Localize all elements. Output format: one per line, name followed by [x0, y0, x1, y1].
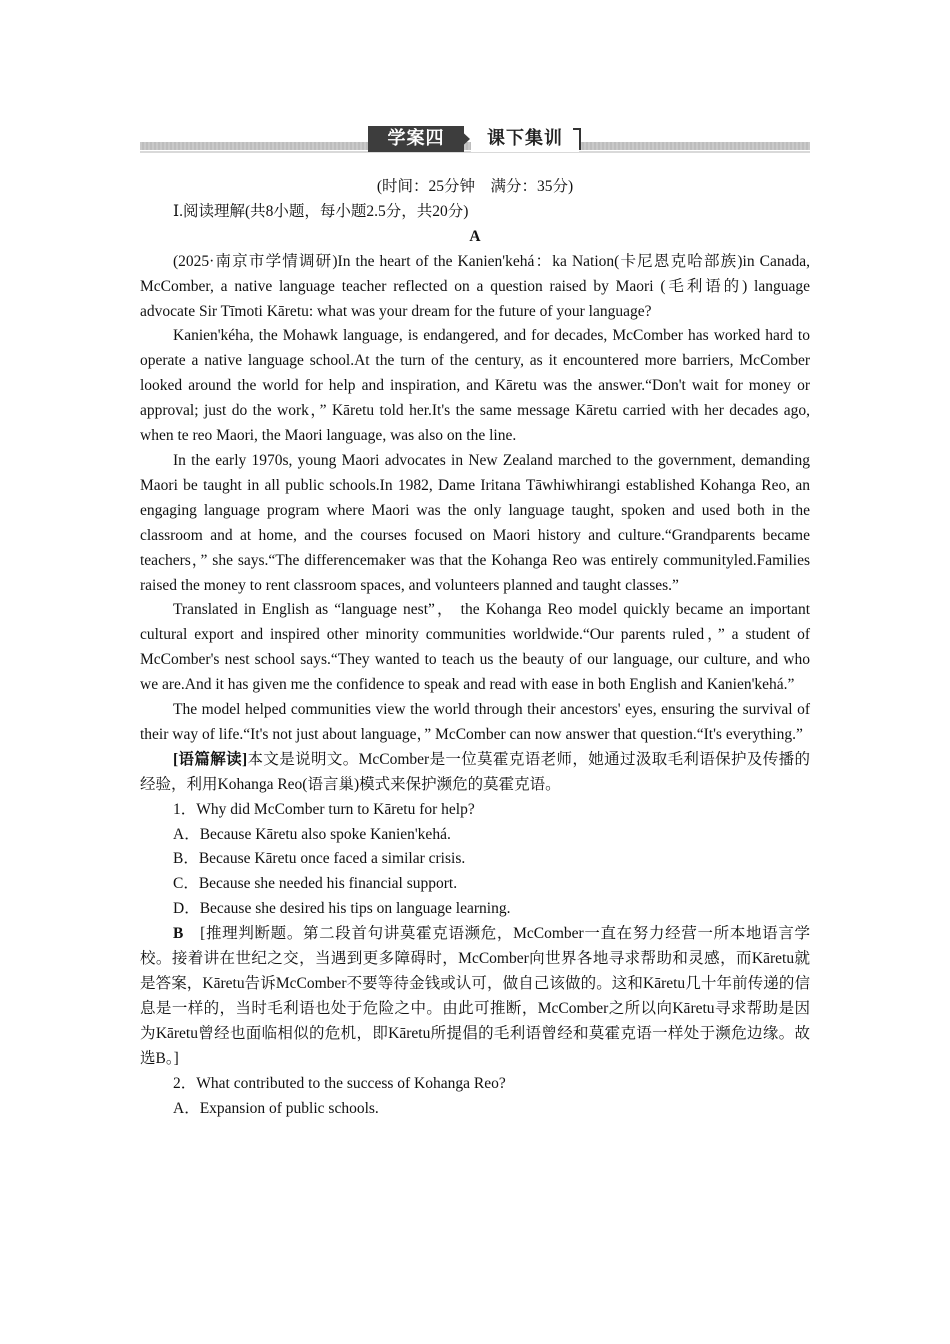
passage-label: A — [469, 227, 481, 245]
section-heading: Ⅰ.阅读理解(共8小题，每小题2.5分，共20分) — [173, 202, 469, 220]
question-option: B．Because Kāretu once faced a similar crisis. — [173, 850, 466, 868]
document-body — [140, 175, 810, 1121]
analysis-label: [语篇解读] — [173, 750, 248, 768]
question-option: D．Because she desired his tips on language learning. — [173, 900, 511, 918]
banner-tab-light: 课下集训 — [471, 126, 579, 152]
question-stem: 2．What contributed to the success of Kohanga Reo? — [173, 1074, 506, 1092]
passage-paragraph: (2025·南京市学情调研)In the heart of the Kanien'kehá：ka Nation(卡尼恩克哈部族)in Canada, McComber, a native language teacher reflected on a question raised by Maori (毛利语的) language advocate Sir Tīmoti Kāretu: what was your dream for the future of your language? — [140, 252, 810, 320]
banner-arrow-icon — [456, 126, 470, 152]
analysis-text: 本文是说明文。McComber是一位莫霍克语老师，她通过汲取毛利语保护及传播的经验，利用Kohanga Reo(语言巢)模式来保护濒危的莫霍克语。 — [140, 750, 811, 793]
passage-paragraph: In the early 1970s, young Maori advocates in New Zealand marched to the government, demanding Maori be taught in all public schools.In 1982, Dame Iritana Tāwhiwhirangi established Kohanga Reo, an engaging language program where Maori was the only language taught, spoken and used both in the classroom and at home, and the courses focused on Maori history and culture.“Grandparents became teachers，” she says.“The differencemaker was that the Kohanga Reo was entirely communityled.Families raised the money to rent classroom spaces, and volunteers planned and taught classes.” — [140, 451, 810, 594]
section-banner — [140, 126, 810, 154]
question-option: A．Because Kāretu also spoke Kanien'kehá. — [173, 825, 451, 843]
banner-tab-dark: 学案四 — [368, 126, 464, 152]
banner-bracket-icon — [573, 128, 581, 150]
question-stem: 1．Why did McComber turn to Kāretu for help? — [173, 800, 475, 818]
explanation-text: [推理判断题。第二段首句讲莫霍克语濒危，McComber一直在努力经营一所本地语言学校。接着讲在世纪之交，当遇到更多障碍时，McComber向世界各地寻求帮助和灵感，而Kāretu就是答案，Kāretu告诉McComber不要等待金钱或认可，做自己该做的。这和Kāretu几十年前传递的信息是一样的，当时毛利语也处于危险之中。由此可推断，McComber之所以向Kāretu寻求帮助是因为Kāretu曾经也面临相似的危机，即Kāretu所提倡的毛利语曾经和莫霍克语一样处于濒危边缘。故选B。] — [140, 925, 810, 1067]
passage-paragraph: Translated in English as “language nest”， the Kohanga Reo model quickly became an important cultural export and inspired other minority communities worldwide.“Our parents ruled，” a student of McComber's nest school says.“They wanted to teach us the beauty of our language, our culture, and who we are.And it has given me the confidence to speak and read with ease in both English and Kanien'kehá.” — [140, 601, 810, 694]
passage-paragraph: Kanien'kéha, the Mohawk language, is endangered, and for decades, McComber has worked hard to operate a native language school.At the turn of the century, as it encountered more barriers, McComber looked around the world for help and inspiration, and Kāretu was the answer.“Don't wait for money or approval; just do the work，” Kāretu told her.It's the same message Kāretu carried with her decades ago, when te reo Maori, the Maori language, was also on the line. — [140, 327, 810, 445]
question-option: A．Expansion of public schools. — [173, 1099, 379, 1117]
answer-key: B — [173, 925, 184, 943]
time-limit-line: (时间：25分钟 满分：35分) — [376, 178, 574, 195]
passage-paragraph: The model helped communities view the world through their ancestors' eyes, ensuring the survival of their way of life.“It's not just about language，” McComber can now answer that question.“It's everything.” — [140, 701, 810, 743]
answer-explanation — [140, 922, 810, 1071]
passage-analysis — [140, 748, 810, 798]
question-option: C．Because she needed his financial support. — [173, 875, 458, 893]
